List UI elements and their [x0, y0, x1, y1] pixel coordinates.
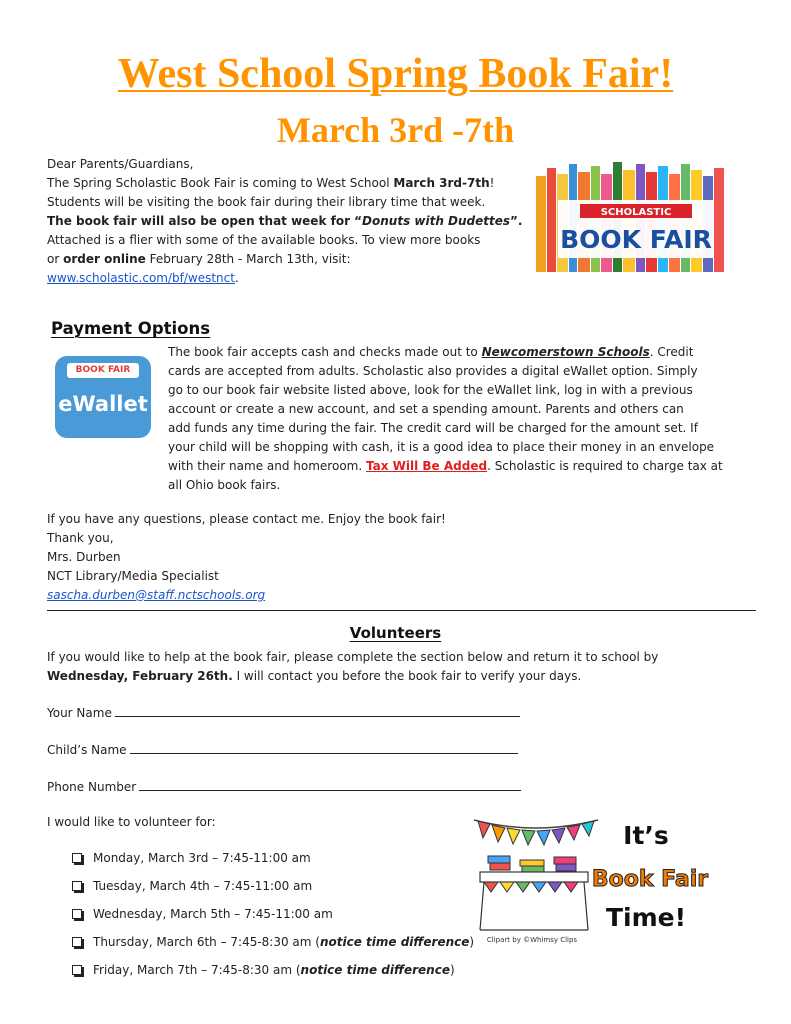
- childs-name-line[interactable]: [130, 741, 518, 754]
- phone-number-field[interactable]: [47, 778, 521, 794]
- intro-line-5: Attached is a flier with some of the available books. To view more books: [47, 233, 481, 247]
- phone-number-label: Phone Number: [47, 780, 137, 794]
- section-divider: [47, 610, 756, 611]
- its-book-fair-time-clipart: [470, 812, 720, 952]
- option-friday[interactable]: Friday, March 7th – 7:45-8:30 am (notice time difference): [72, 963, 455, 977]
- ewallet-tag: BOOK FAIR: [67, 363, 139, 378]
- checkbox-icon[interactable]: [72, 909, 82, 919]
- checkbox-icon[interactable]: [72, 965, 82, 975]
- closing-block: [47, 510, 446, 605]
- email-link[interactable]: sascha.durben@staff.nctschools.org: [47, 588, 266, 602]
- volunteer-for-label: I would like to volunteer for:: [47, 815, 216, 829]
- intro-line-2: The Spring Scholastic Book Fair is coming to West School March 3rd-7th!: [47, 176, 495, 190]
- childs-name-label: Child’s Name: [47, 743, 127, 757]
- ewallet-icon: eWallet: [58, 392, 148, 416]
- childs-name-field[interactable]: [47, 741, 518, 757]
- intro-line-3: Students will be visiting the book fair during their library time that week.: [47, 195, 486, 209]
- bunting-icon: [474, 820, 598, 845]
- clipart-credit: Clipart by ©Whimsy Clips: [486, 936, 578, 944]
- volunteers-heading: Volunteers: [349, 624, 442, 642]
- volunteers-line-1: If you would like to help at the book fair, please complete the section below and return it to school by: [47, 650, 659, 664]
- volunteers-intro: [47, 648, 747, 686]
- intro-line-6: or order online February 28th - March 13th, visit:: [47, 252, 351, 266]
- scholastic-book-fair-logo: [528, 160, 732, 290]
- book-fair-text: Book Fair: [591, 867, 709, 892]
- pay-line-5: add funds any time during the fair. The credit card will be charged for the amount set. If: [168, 421, 698, 435]
- bookfair-website-link[interactable]: www.scholastic.com/bf/westnct: [47, 271, 235, 285]
- payment-options-heading: Payment Options: [51, 319, 211, 338]
- thank-you-text: Thank you,: [47, 531, 114, 545]
- your-name-line[interactable]: [115, 704, 520, 717]
- tax-notice: Tax Will Be Added: [365, 459, 488, 473]
- pay-line-4: account or create a new account, and set a spending amount. Parents and others can: [168, 402, 684, 416]
- phone-number-line[interactable]: [139, 778, 521, 791]
- option-thursday[interactable]: Thursday, March 6th – 7:45-8:30 am (notice time difference): [72, 935, 474, 949]
- option-monday[interactable]: Monday, March 3rd – 7:45-11:00 am: [72, 851, 311, 865]
- option-wednesday[interactable]: Wednesday, March 5th – 7:45-11:00 am: [72, 907, 333, 921]
- intro-line-7: www.scholastic.com/bf/westnct.: [47, 271, 239, 285]
- questions-text: If you have any questions, please contact me. Enjoy the book fair!: [47, 512, 446, 526]
- checkbox-icon[interactable]: [72, 937, 82, 947]
- its-text: It’s: [623, 821, 669, 850]
- book-table-icon: [480, 856, 588, 930]
- option-tuesday[interactable]: Tuesday, March 4th – 7:45-11:00 am: [72, 879, 312, 893]
- your-name-label: Your Name: [47, 706, 112, 720]
- scholastic-brand: SCHOLASTIC: [600, 207, 672, 218]
- signer-role: NCT Library/Media Specialist: [47, 569, 219, 583]
- intro-paragraph: [47, 155, 523, 288]
- payment-paragraph: [168, 343, 748, 495]
- your-name-field[interactable]: [47, 704, 520, 720]
- intro-line-4: The book fair will also be open that week for “Donuts with Dudettes”.: [47, 214, 523, 228]
- page-subtitle: March 3rd -7th: [276, 110, 515, 150]
- signer-name: Mrs. Durben: [47, 550, 121, 564]
- checkbox-icon[interactable]: [72, 853, 82, 863]
- volunteers-line-2: Wednesday, February 26th. I will contact you before the book fair to verify your days.: [47, 669, 582, 683]
- pay-line-6: your child will be shopping with cash, it is a good idea to place their money in an envelope: [168, 440, 715, 454]
- pay-line-3: go to our book fair website listed above, look for the eWallet link, log in with a previous: [168, 383, 693, 397]
- time-text: Time!: [605, 903, 687, 932]
- checkbox-icon[interactable]: [72, 881, 82, 891]
- pay-line-1: The book fair accepts cash and checks made out to Newcomerstown Schools. Credit: [168, 345, 694, 359]
- page-title: West School Spring Book Fair!: [117, 51, 674, 97]
- ewallet-badge: [55, 356, 151, 438]
- greeting: Dear Parents/Guardians,: [47, 157, 194, 171]
- book-fair-logo-text: BOOK FAIR: [560, 225, 712, 254]
- pay-line-7: with their name and homeroom. Tax Will Be Added. Scholastic is required to charge tax at: [168, 459, 723, 473]
- pay-line-2: cards are accepted from adults. Scholastic also provides a digital eWallet option. Simply: [168, 364, 698, 378]
- pay-line-8: all Ohio book fairs.: [168, 478, 281, 492]
